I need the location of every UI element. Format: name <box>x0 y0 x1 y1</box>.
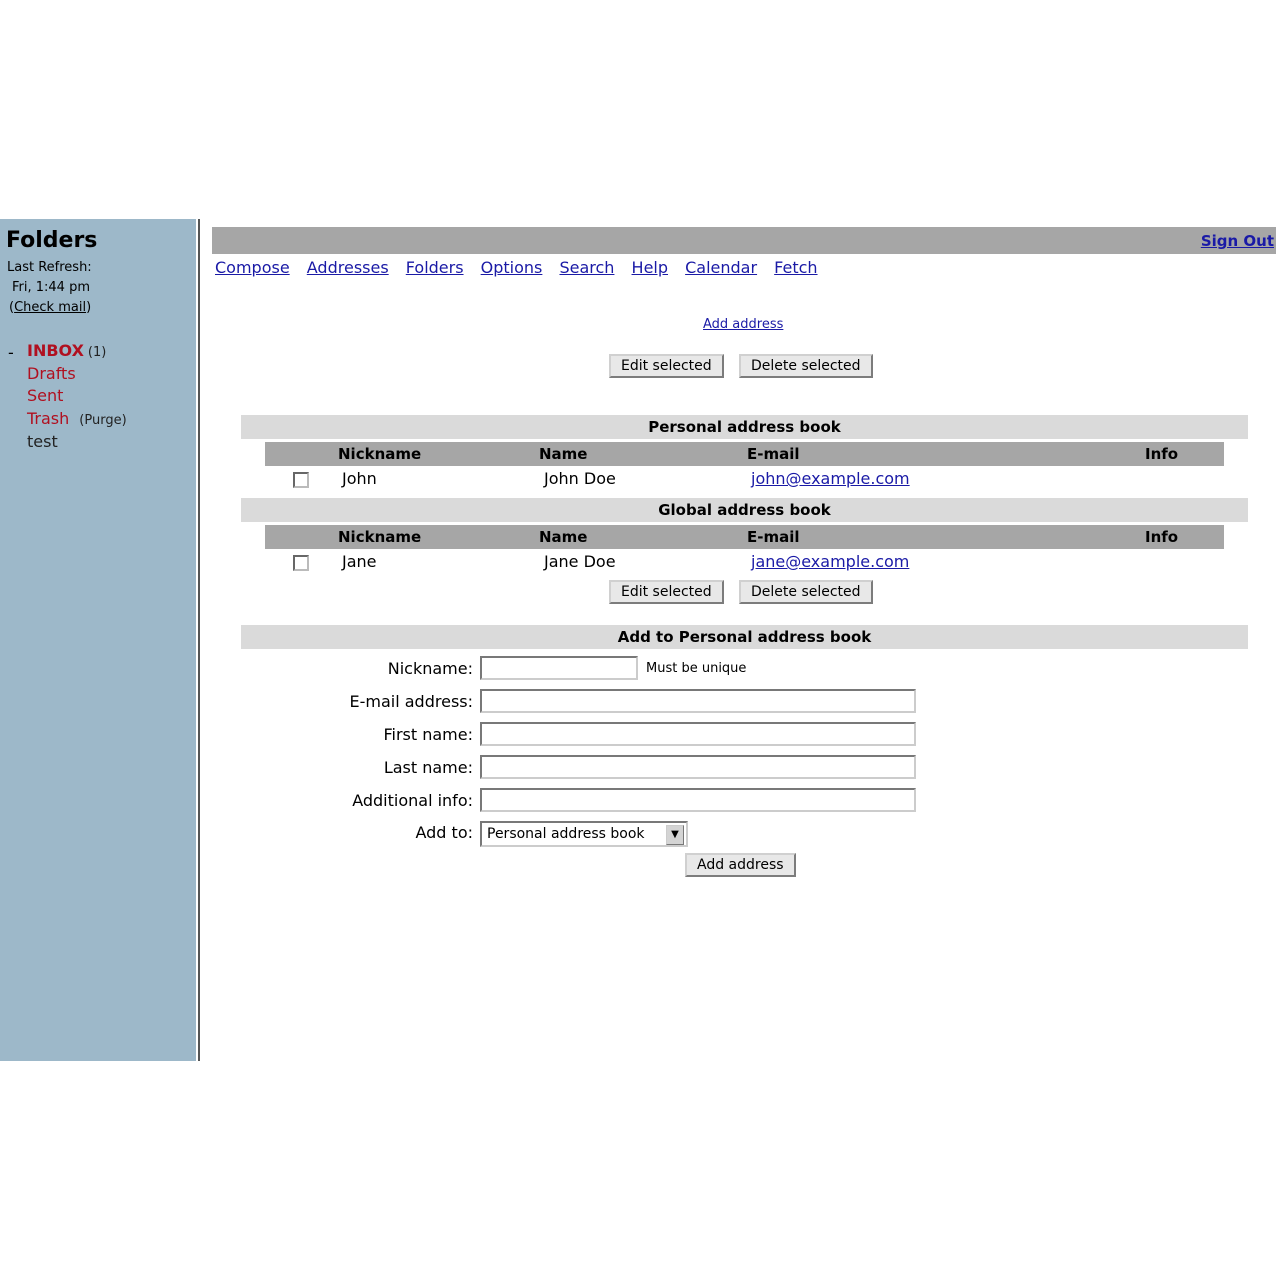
personal-book-header <box>265 442 1224 466</box>
add-to-selected-value: Personal address book <box>487 826 645 842</box>
additional-info-label: Additional info: <box>352 791 473 810</box>
last-name-label: Last name: <box>383 758 473 777</box>
add-to-select[interactable] <box>480 821 688 847</box>
nickname-input[interactable] <box>480 656 638 680</box>
menu-search[interactable]: Search <box>559 258 615 277</box>
menu-folders[interactable]: Folders <box>405 258 464 277</box>
folder-test-link[interactable]: test <box>27 432 58 451</box>
last-refresh-label: Last Refresh: <box>7 260 92 275</box>
folder-trash-link[interactable]: Trash <box>27 409 70 428</box>
add-form-title: Add to Personal address book <box>241 625 1248 649</box>
col-email[interactable]: E-mail <box>747 445 800 463</box>
folder-sent-link[interactable]: Sent <box>27 386 64 405</box>
menu-help[interactable]: Help <box>631 258 669 277</box>
folder-trash: Trash (Purge) <box>27 409 127 428</box>
menu-calendar[interactable]: Calendar <box>685 258 758 277</box>
col-name[interactable]: Name <box>539 528 588 546</box>
folder-sent <box>27 386 63 405</box>
add-address-link[interactable]: Add address <box>703 317 784 332</box>
col-name[interactable]: Name <box>539 445 588 463</box>
folder-inbox-link[interactable]: INBOX <box>27 341 84 360</box>
menu-fetch[interactable]: Fetch <box>774 258 818 277</box>
dropdown-arrow-icon[interactable]: ▼ <box>666 825 684 845</box>
delete-selected-button-bottom[interactable]: Delete selected <box>739 580 873 604</box>
first-name-input[interactable] <box>480 722 916 746</box>
nickname-hint: Must be unique <box>646 661 747 676</box>
row-name: John Doe <box>544 469 616 488</box>
col-nickname[interactable]: Nickname <box>338 445 422 463</box>
add-address-button[interactable]: Add address <box>685 853 796 877</box>
global-book-title: Global address book <box>241 498 1248 522</box>
first-name-label: First name: <box>383 725 473 744</box>
inbox-unread-count: (1) <box>87 345 107 360</box>
table-row <box>265 467 1224 491</box>
row-email-link[interactable]: john@example.com <box>751 469 910 488</box>
col-info: Info <box>1145 528 1179 546</box>
row-select-checkbox[interactable] <box>293 472 309 488</box>
menu-options[interactable]: Options <box>480 258 543 277</box>
row-select-checkbox[interactable] <box>293 555 309 571</box>
last-name-input[interactable] <box>480 755 916 779</box>
sign-out-link[interactable]: Sign Out <box>1200 232 1274 250</box>
inbox-collapse-toggle[interactable]: - <box>8 343 14 362</box>
email-input[interactable] <box>480 689 916 713</box>
pane-divider[interactable] <box>196 219 202 1061</box>
additional-info-input[interactable] <box>480 788 916 812</box>
main-menu <box>215 258 830 277</box>
row-email-link[interactable]: jane@example.com <box>751 552 910 571</box>
menu-compose[interactable]: Compose <box>215 258 290 277</box>
folder-test <box>27 432 58 451</box>
delete-selected-button-top[interactable]: Delete selected <box>739 354 873 378</box>
top-bar <box>212 227 1276 254</box>
table-row <box>265 550 1224 574</box>
global-book-header <box>265 525 1224 549</box>
purge-link[interactable]: Purge <box>84 413 122 428</box>
row-nickname: Jane <box>342 552 377 571</box>
nickname-label: Nickname: <box>387 659 473 678</box>
row-nickname: John <box>342 469 377 488</box>
col-nickname[interactable]: Nickname <box>338 528 422 546</box>
folder-inbox <box>27 341 106 360</box>
email-label: E-mail address: <box>349 692 473 711</box>
check-mail-link[interactable]: Check mail <box>14 300 87 315</box>
refresh-time: Fri, 1:44 pm <box>12 280 90 295</box>
row-name: Jane Doe <box>544 552 616 571</box>
menu-addresses[interactable]: Addresses <box>306 258 389 277</box>
col-email[interactable]: E-mail <box>747 528 800 546</box>
edit-selected-button-top[interactable]: Edit selected <box>609 354 724 378</box>
folder-drafts-link[interactable]: Drafts <box>27 364 76 383</box>
personal-book-title: Personal address book <box>241 415 1248 439</box>
col-info: Info <box>1145 445 1179 463</box>
add-to-label: Add to: <box>415 823 473 842</box>
folder-drafts <box>27 364 76 383</box>
folders-title: Folders <box>6 228 98 253</box>
check-mail: (Check mail) <box>9 300 92 315</box>
edit-selected-button-bottom[interactable]: Edit selected <box>609 580 724 604</box>
